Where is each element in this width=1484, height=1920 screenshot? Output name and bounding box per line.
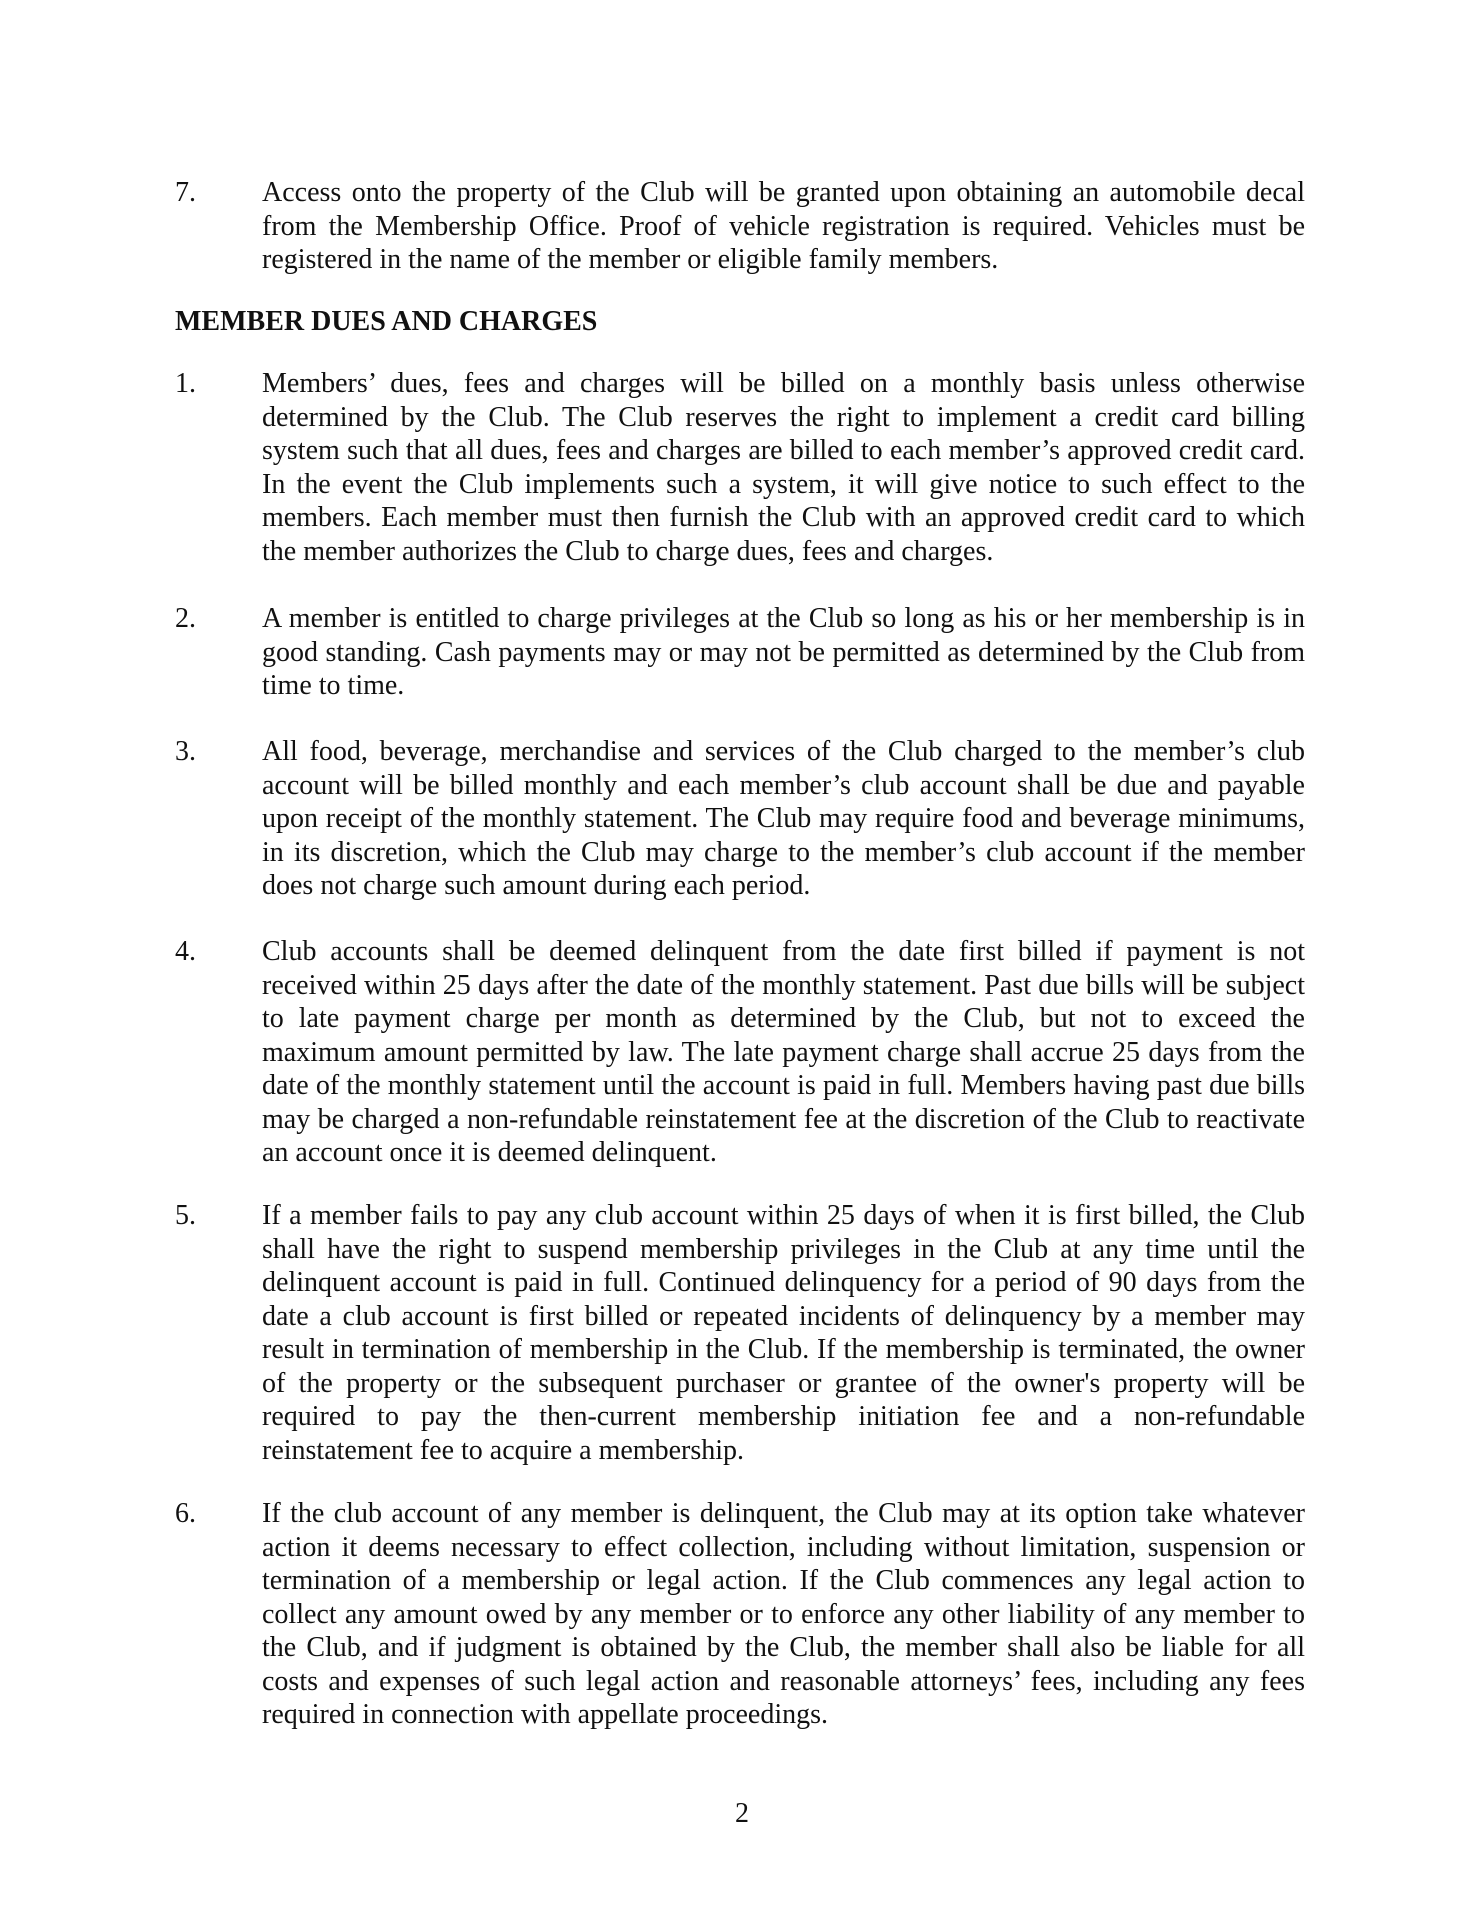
list-item-7 [175,176,1305,277]
list-item-number: 5. [175,1200,196,1231]
list-item-number: 6. [175,1498,196,1529]
section-heading: MEMBER DUES AND CHARGES [175,306,598,337]
list-item-5 [175,1199,1305,1467]
list-item-number: 3. [175,736,196,767]
list-item-number: 4. [175,936,196,967]
list-item-3 [175,735,1305,903]
list-item-number: 1. [175,368,196,399]
list-item-number: 2. [175,603,196,634]
list-item-text: If a member fails to pay any club account within 25 days of when it is first billed, the Club shall have the right to suspend membership privileges in the Club at any time until the delinquent account is paid in full. Continued delinquency for a period of 90 days from the date a club account is first billed or repeated incidents of delinquency by a member may result in termination of membership in the Club. If the membership is terminated, the owner of the property or the subsequent purchaser or grantee of the owner's property will be required to pay the then-current membership initiation fee and a non-refundable reinstatement fee to acquire a membership. [262,1200,1305,1466]
page-number: 2 [735,1798,749,1829]
list-item-text: Access onto the property of the Club will be granted upon obtaining an automobile decal from the Membership Office. Proof of vehicle registration is required. Vehicles must be registered in the name of the member or eligible family members. [262,177,1305,275]
list-item-4 [175,935,1305,1170]
list-item-text: Club accounts shall be deemed delinquent from the date first billed if payment is not received within 25 days after the date of the monthly statement. Past due bills will be subject to late payment charge per month as determined by the Club, but not to exceed the maximum amount permitted by law. The late payment charge shall accrue 25 days from the date of the monthly statement until the account is paid in full. Members having past due bills may be charged a non-refundable reinstatement fee at the discretion of the Club to reactivate an account once it is deemed delinquent. [262,936,1305,1168]
list-item-text: All food, beverage, merchandise and services of the Club charged to the member’s club account will be billed monthly and each member’s club account shall be due and payable upon receipt of the monthly statement. The Club may require food and beverage minimums, in its discretion, which the Club may charge to the member’s club account if the member does not charge such amount during each period. [262,736,1305,901]
list-item-2 [175,602,1305,703]
list-item-text: Members’ dues, fees and charges will be billed on a monthly basis unless otherwise determined by the Club. The Club reserves the right to implement a credit card billing system such that all dues, fees and charges are billed to each member’s approved credit card. In the event the Club implements such a system, it will give notice to such effect to the members. Each member must then furnish the Club with an approved credit card to which the member authorizes the Club to charge dues, fees and charges. [262,368,1305,567]
list-item-text: If the club account of any member is delinquent, the Club may at its option take whatever action it deems necessary to effect collection, including without limitation, suspension or termination of a membership or legal action. If the Club commences any legal action to collect any amount owed by any member or to enforce any other liability of any member to the Club, and if judgment is obtained by the Club, the member shall also be liable for all costs and expenses of such legal action and reasonable attorneys’ fees, including any fees required in connection with appellate proceedings. [262,1498,1305,1730]
list-item-number: 7. [175,177,196,208]
list-item-6 [175,1497,1305,1732]
list-item-1 [175,367,1305,568]
list-item-text: A member is entitled to charge privileges at the Club so long as his or her membership is in good standing. Cash payments may or may not be permitted as determined by the Club from time to time. [262,603,1305,701]
